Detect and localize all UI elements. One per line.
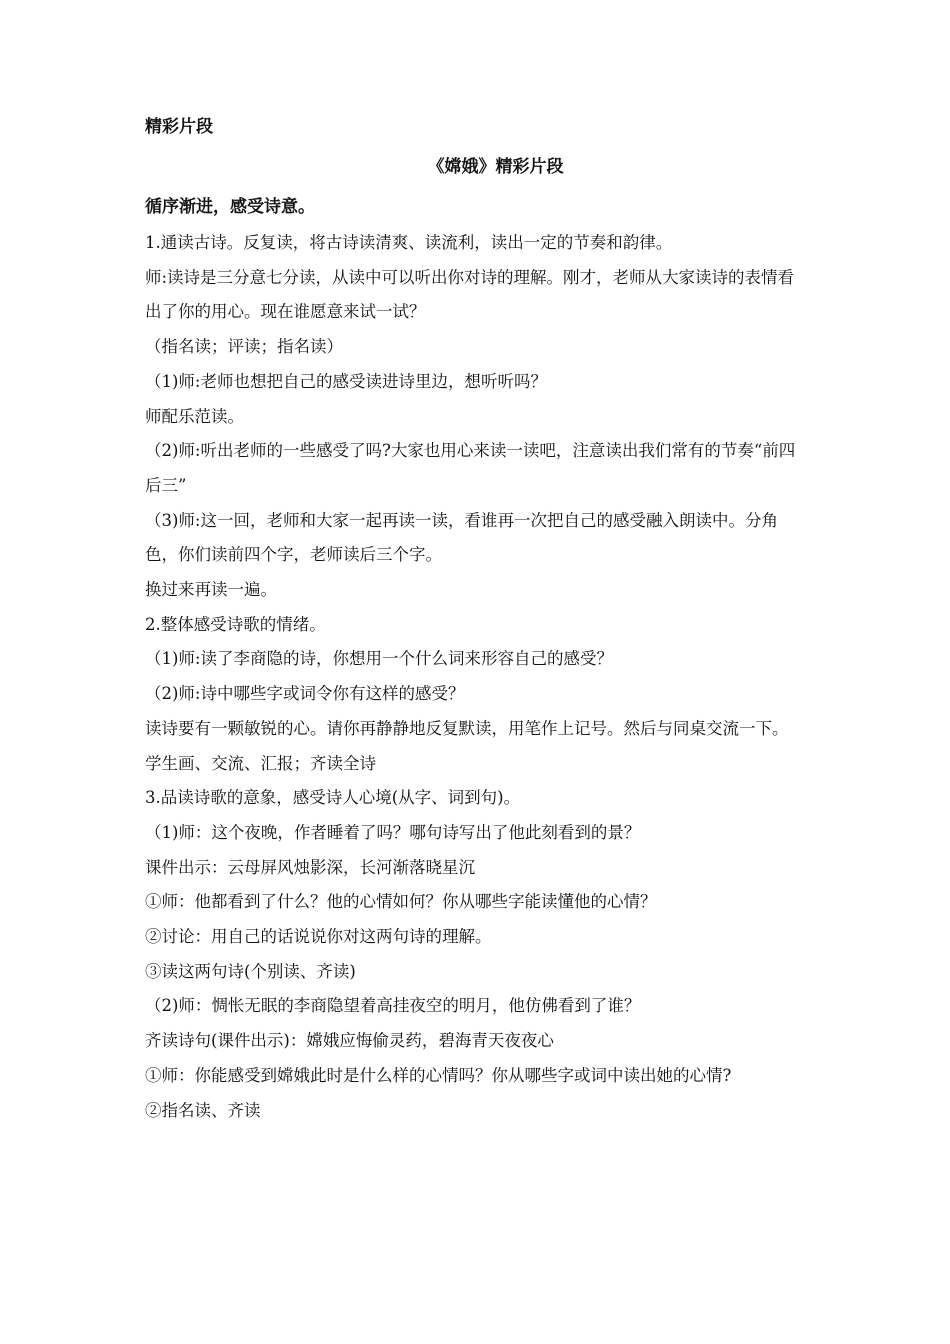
paragraph: ①师：你能感受到嫦娥此时是什么样的心情吗？你从哪些字或词中读出她的心情? (145, 1065, 732, 1085)
paragraph: 齐读诗句(课件出示)：嫦娥应悔偷灵药，碧海青天夜夜心 (145, 1031, 554, 1051)
paragraph: 师:读诗是三分意七分读，从读中可以听出你对诗的理解。刚才，老师从大家读诗的表情看出了你的用心。现在谁愿意来试一试？ (145, 267, 795, 322)
document-body (145, 112, 810, 1128)
paragraph: 2.整体感受诗歌的情绪。 (145, 614, 326, 634)
paragraph: ②讨论：用自己的话说说你对这两句诗的理解。 (145, 927, 492, 947)
paragraph: （指名读；评读；指名读） (145, 337, 343, 357)
paragraph: 读诗要有一颗敏锐的心。请你再静静地反复默读，用笔作上记号。然后与同桌交流一下。 (145, 718, 789, 738)
paragraph: 师配乐范读。 (145, 406, 244, 426)
paragraph: 1.通读古诗。反复读，将古诗读清爽、读流利，读出一定的节奏和韵律。 (145, 233, 673, 252)
paragraph: ②指名读、齐读 (145, 1100, 261, 1120)
paragraph: ③读这两句诗(个别读、齐读) (145, 961, 356, 981)
paragraph: （2)师:听出老师的一些感受了吗?大家也用心来读一读吧，注意读出我们常有的节奏“前四后三” (145, 441, 796, 495)
paragraph: （1)师:读了李商隐的诗，你想用一个什么词来形容自己的感受？ (145, 649, 613, 669)
paragraph: （1)师：这个夜晚，作者睡着了吗？哪句诗写出了他此刻看到的景？ (145, 822, 641, 842)
paragraph: 课件出示：云母屏风烛影深，长河渐落晓星沉 (145, 857, 475, 877)
paragraph: 学生画、交流、汇报；齐读全诗 (145, 753, 376, 773)
paragraph: （2)师:诗中哪些字或词令你有这样的感受？ (145, 684, 465, 704)
document-title: 《嫦娥》精彩片段 (427, 157, 564, 177)
paragraph: ①师：他都看到了什么？他的心情如何？你从哪些字能读懂他的心情？ (145, 892, 657, 912)
section-label: 精彩片段 (145, 117, 213, 137)
paragraph: 3.品读诗歌的意象，感受诗人心境(从字、词到句)。 (145, 788, 521, 808)
subheading: 循序渐进，感受诗意。 (145, 197, 315, 217)
paragraph: （2)师：惆怅无眠的李商隐望着高挂夜空的明月，他仿佛看到了谁？ (145, 996, 641, 1016)
paragraph: （1)师:老师也想把自己的感受读进诗里边，想听听吗？ (145, 371, 547, 391)
paragraph: （3)师:这一回，老师和大家一起再读一读，看谁再一次把自己的感受融入朗读中。分角色，你们读前四个字，老师读后三个字。 (145, 510, 778, 565)
paragraph: 换过来再读一遍。 (145, 580, 277, 600)
